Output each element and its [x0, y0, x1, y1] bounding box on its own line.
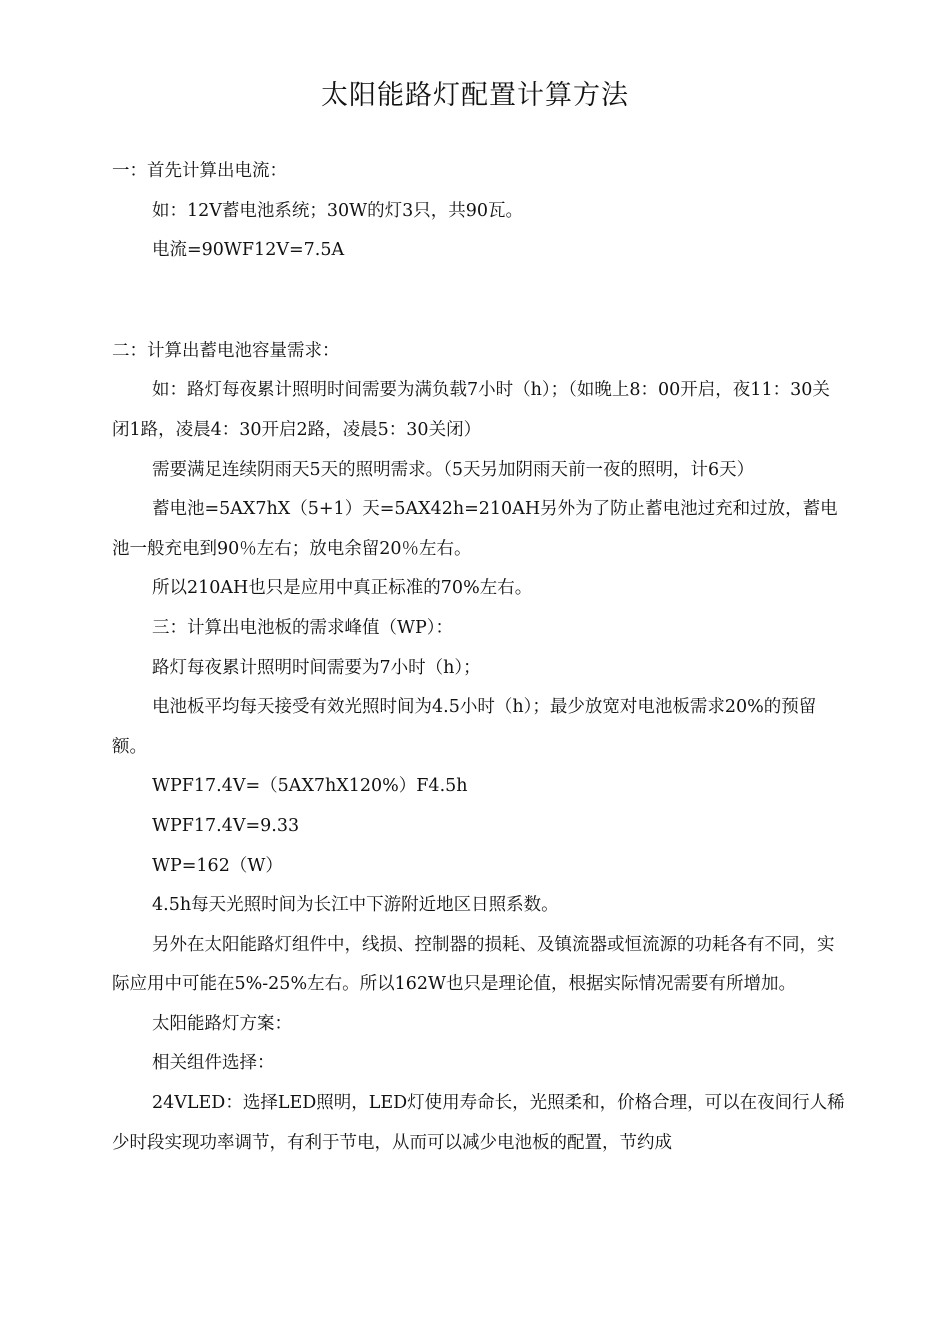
paragraph-sunlight-hours: 电池板平均每天接受有效光照时间为4.5小时（h）；最少放宽对电池板需求20%的预留额。	[112, 697, 817, 757]
paragraph-panel-formula-2: WPF17.4V=9.33	[152, 815, 300, 836]
document-title: 太阳能路灯配置计算方法	[321, 80, 629, 111]
paragraph-sunlight-coefficient: 4.5h每天光照时间为长江中下游附近地区日照系数。	[152, 895, 559, 916]
paragraph-example-system: 如：12V蓄电池系统；30W的灯3只，共90瓦。	[152, 200, 524, 221]
section-heading-battery: 二：计算出蓄电池容量需求：	[112, 340, 340, 361]
paragraph-components-heading: 相关组件选择：	[152, 1053, 275, 1074]
paragraph-lighting-hours: 路灯每夜累计照明时间需要为7小时（h）；	[152, 657, 481, 678]
paragraph-led-selection: 24VLED：选择LED照明，LED灯使用寿命长，光照柔和，价格合理，可以在夜间行人稀少时段实现功率调节，有利于节电，从而可以减少电池板的配置，节约成	[112, 1093, 845, 1153]
paragraph-lighting-time: 如：路灯每夜累计照明时间需要为满负载7小时（h）；（如晚上8：00开启，夜11：30关闭1路，凌晨4：30开启2路，凌晨5：30关闭）	[112, 380, 830, 440]
spacer	[112, 271, 847, 332]
paragraph-current-formula: 电流=90WF12V=7.5A	[152, 240, 345, 261]
paragraph-battery-formula: 蓄电池=5AX7hX（5+1）天=5AX42h=210AH另外为了防止蓄电池过充和过放，蓄电池一般充电到90％左右；放电余留20％左右。	[112, 499, 838, 559]
paragraph-solution-heading: 太阳能路灯方案：	[152, 1013, 292, 1034]
section-heading-current: 一：首先计算出电流：	[112, 161, 287, 181]
document-body	[112, 152, 847, 1163]
paragraph-battery-note: 所以210AH也只是应用中真正标准的70%左右。	[152, 578, 533, 599]
paragraph-rainy-days: 需要满足连续阴雨天5天的照明需求。（5天另加阴雨天前一夜的照明，计6天）	[152, 459, 755, 480]
section-heading-panel: 三：计算出电池板的需求峰值（WP）：	[152, 617, 454, 638]
paragraph-panel-result: WP=162（W）	[152, 855, 283, 876]
paragraph-panel-formula-1: WPF17.4V=（5AX7hX120%）F4.5h	[152, 776, 468, 797]
paragraph-losses: 另外在太阳能路灯组件中，线损、控制器的损耗、及镇流器或恒流源的功耗各有不同，实际应用中可能在5%-25%左右。所以162W也只是理论值，根据实际情况需要有所增加。	[112, 934, 835, 995]
